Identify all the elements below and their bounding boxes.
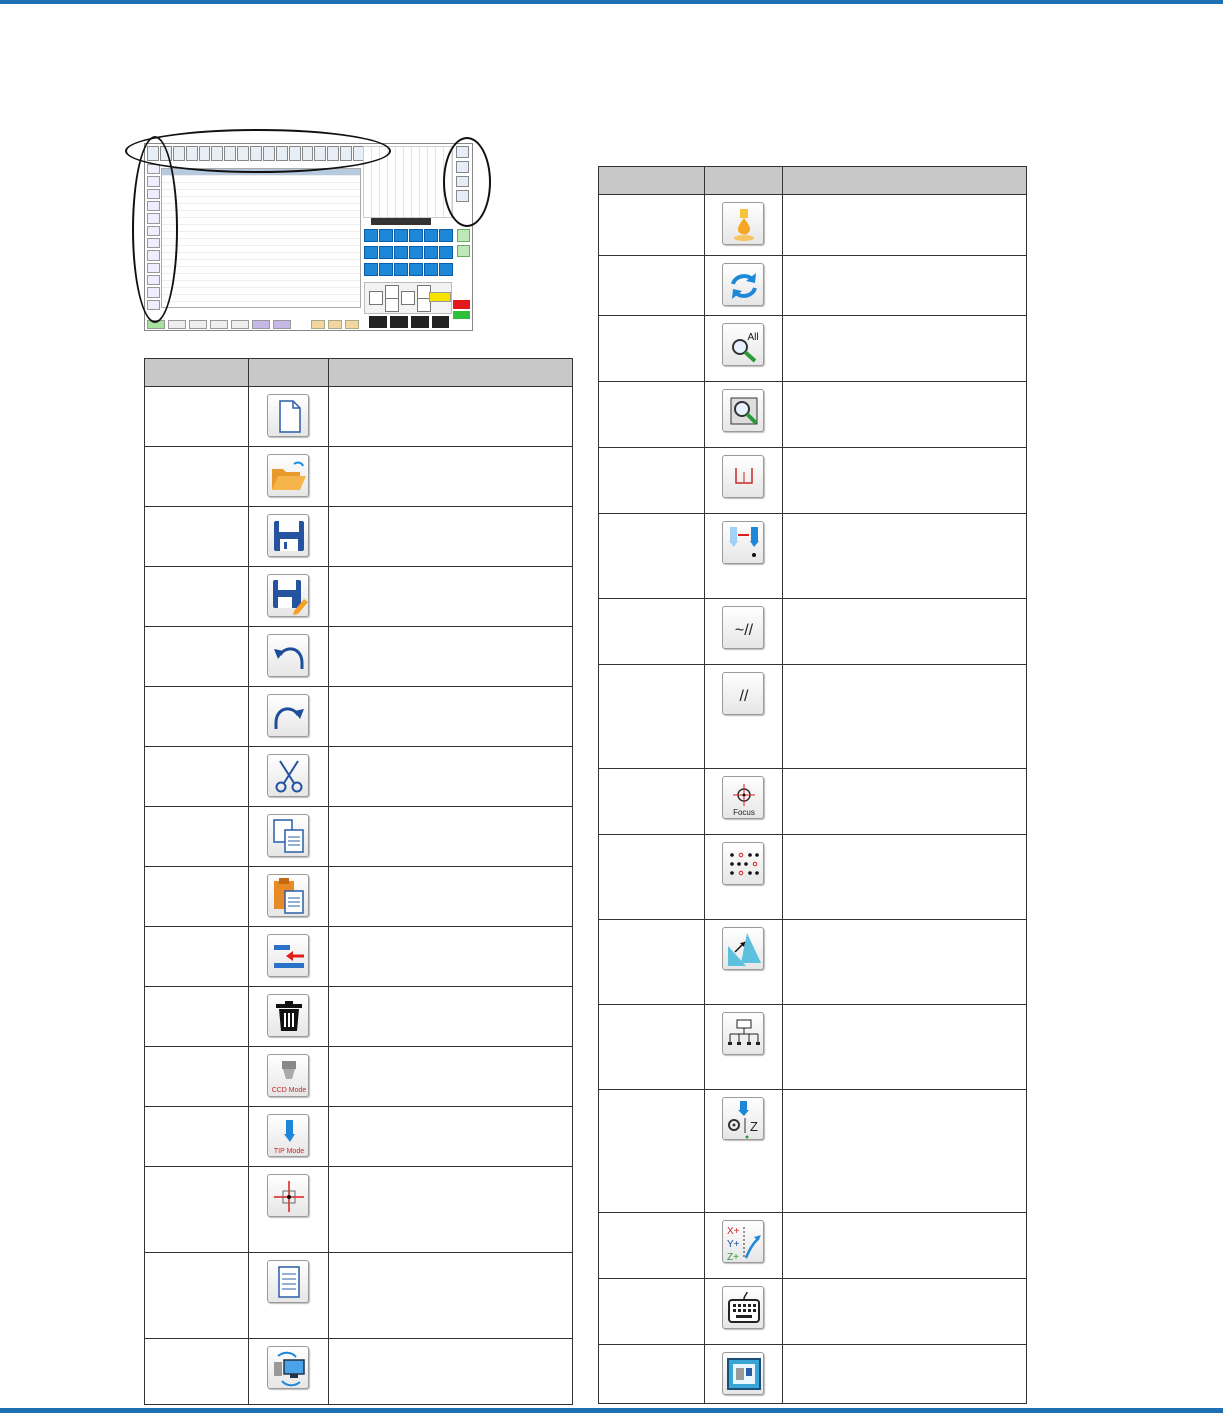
open-folder-icon — [267, 454, 309, 497]
svg-text:Focus: Focus — [733, 808, 756, 817]
dot-array-icon — [722, 842, 764, 885]
svg-text:X+: X+ — [727, 1226, 740, 1237]
insert-icon — [267, 934, 309, 977]
table-row — [599, 665, 1027, 769]
table-row — [599, 769, 1027, 835]
table-row — [145, 507, 573, 567]
undo-icon — [267, 634, 309, 677]
column-header — [704, 167, 782, 195]
redo-icon — [267, 694, 309, 737]
right-toolbar-highlight-ellipse — [443, 137, 491, 227]
thumbnail-command-buttons — [364, 229, 451, 277]
xyz-axis-icon — [722, 1220, 764, 1263]
svg-text:CCD Mode: CCD Mode — [271, 1087, 307, 1094]
zoom-window-icon — [722, 389, 764, 432]
top-accent-bar — [0, 0, 1223, 4]
table-row — [145, 927, 573, 987]
tip-mode-icon — [267, 1114, 309, 1157]
table-row — [599, 599, 1027, 665]
table-row — [145, 1339, 573, 1405]
paste-icon — [267, 874, 309, 917]
focus-icon — [722, 776, 764, 819]
delete-trash-icon — [267, 994, 309, 1037]
thumbnail-status-readouts — [369, 316, 449, 328]
tree-structure-icon — [722, 1012, 764, 1055]
table-row — [599, 316, 1027, 382]
thumbnail-green-buttons — [457, 229, 469, 257]
monitor-icon — [722, 1352, 764, 1395]
table-row — [145, 627, 573, 687]
thumbnail-yellow-button — [429, 292, 451, 302]
copy-icon — [267, 814, 309, 857]
wave-lines-icon — [722, 606, 764, 649]
crosshair-icon — [267, 1174, 309, 1217]
table-row — [599, 835, 1027, 920]
table-row — [599, 1279, 1027, 1345]
table-row — [599, 1005, 1027, 1090]
left-icon-table — [144, 358, 573, 1405]
thumbnail-bottom-right-buttons — [311, 320, 361, 328]
thumbnail-start-button — [453, 311, 470, 319]
triangle-ruler-icon — [722, 927, 764, 970]
svg-text:All: All — [747, 332, 759, 343]
table-row — [599, 195, 1027, 256]
table-row — [145, 1253, 573, 1339]
table-row — [599, 1213, 1027, 1279]
table-header-row — [599, 167, 1027, 195]
svg-text://: // — [739, 688, 749, 705]
new-file-icon — [267, 394, 309, 437]
table-row — [599, 920, 1027, 1005]
table-row — [145, 447, 573, 507]
lines-icon — [722, 672, 764, 715]
table-row — [599, 1345, 1027, 1404]
table-header-row — [145, 359, 573, 387]
save-icon — [267, 514, 309, 557]
bottom-accent-bar — [0, 1408, 1223, 1413]
svg-text:Y+: Y+ — [727, 1239, 740, 1250]
table-row — [599, 256, 1027, 316]
table-row — [145, 747, 573, 807]
refresh-icon — [722, 263, 764, 306]
svg-text:~//: ~// — [735, 622, 754, 639]
save-as-icon — [267, 574, 309, 617]
table-row — [599, 448, 1027, 514]
z-setting-icon — [722, 1097, 764, 1140]
column-header — [328, 359, 572, 387]
document-icon — [267, 1260, 309, 1303]
right-icon-table — [598, 166, 1027, 1404]
table-row — [145, 867, 573, 927]
ccd-mode-icon — [267, 1054, 309, 1097]
table-row — [145, 807, 573, 867]
table-row — [599, 1090, 1027, 1213]
svg-text:Z+: Z+ — [727, 1252, 740, 1263]
thumbnail-stop-button — [453, 300, 470, 309]
column-header — [248, 359, 328, 387]
thumbnail-readout — [371, 218, 431, 225]
table-row — [145, 987, 573, 1047]
tip-offset-icon — [722, 521, 764, 564]
table-row — [145, 567, 573, 627]
cut-scissors-icon — [267, 754, 309, 797]
thumbnail-program-table — [161, 168, 361, 308]
column-header — [599, 167, 705, 195]
left-toolbar-highlight-ellipse — [132, 136, 178, 323]
column-header — [782, 167, 1026, 195]
table-row — [145, 1047, 573, 1107]
table-row — [145, 1107, 573, 1167]
column-header — [145, 359, 249, 387]
dispense-drop-icon — [722, 202, 764, 245]
table-row — [599, 382, 1027, 448]
table-row — [145, 387, 573, 447]
keyboard-icon — [722, 1286, 764, 1329]
transfer-computer-icon — [267, 1346, 309, 1389]
table-row — [145, 1167, 573, 1253]
zoom-all-icon — [722, 323, 764, 366]
svg-text:Z: Z — [750, 1119, 759, 1134]
svg-text:TIP Mode: TIP Mode — [274, 1148, 305, 1155]
table-row — [599, 514, 1027, 599]
table-row — [145, 687, 573, 747]
origin-icon — [722, 455, 764, 498]
